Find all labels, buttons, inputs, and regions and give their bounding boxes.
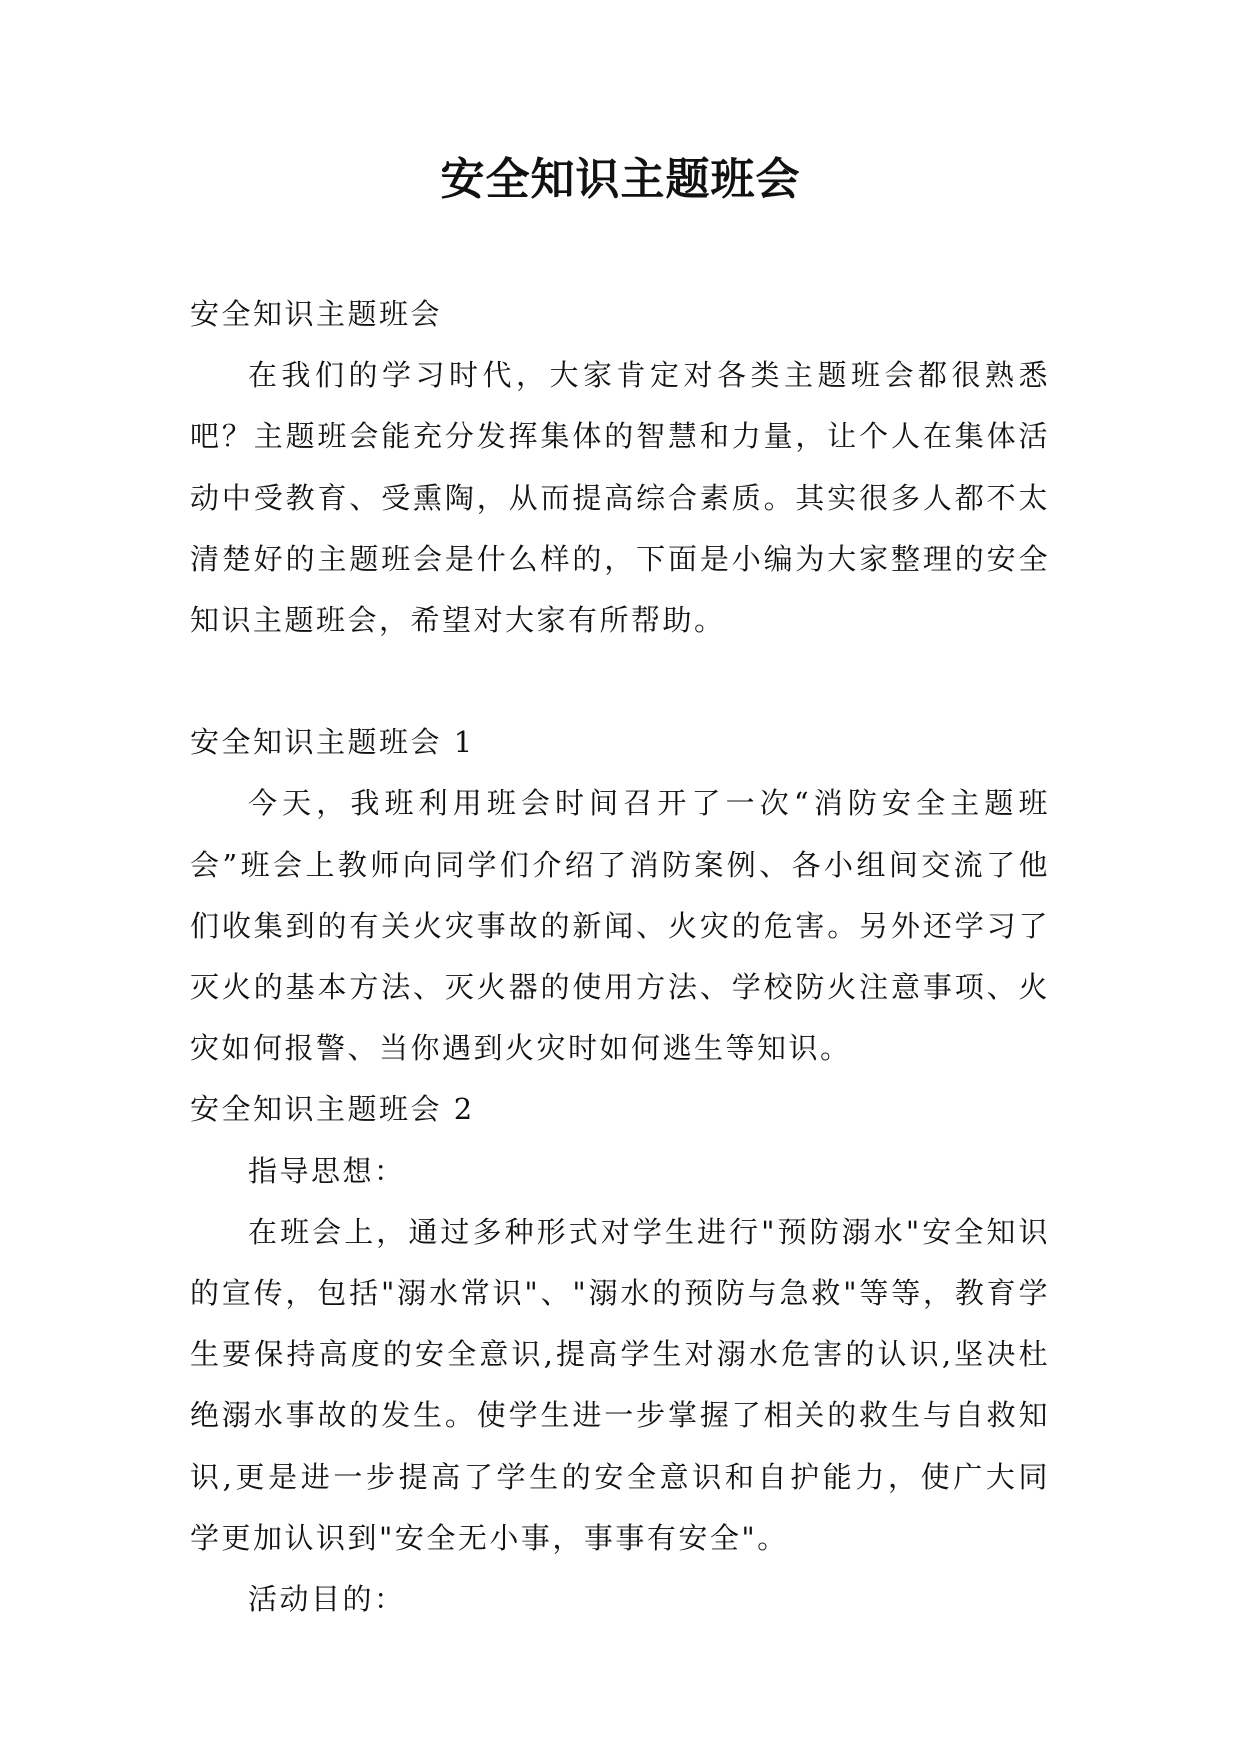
section-heading-2: 安全知识主题班会 2 [190, 1092, 475, 1127]
guiding-thought-label: 指导思想： [248, 1153, 406, 1188]
intro-paragraph: 在我们的学习时代，大家肯定对各类主题班会都很熟悉吧？主题班会能充分发挥集体的智慧和力量，让个人在集体活动中受教育、受熏陶，从而提高综合素质。其实很多人都不太清楚好的主题班会是什么样的，下面是小编为大家整理的安全知识主题班会，希望对大家有所帮助。 [190, 358, 1050, 638]
section-2-paragraph: 在班会上，通过多种形式对学生进行"预防溺水"安全知识的宣传，包括"溺水常识"、"溺水的预防与急救"等等，教育学生要保持高度的安全意识,提高学生对溺水危害的认识,坚决杜绝溺水事故的发生。使学生进一步掌握了相关的救生与自救知识,更是进一步提高了学生的安全意识和自护能力，使广大同学更加认识到"安全无小事，事事有安全"。 [190, 1214, 1050, 1555]
section-heading-intro: 安全知识主题班会 [190, 297, 443, 331]
document-title: 安全知识主题班会 [440, 154, 801, 205]
section-1-paragraph: 今天，我班利用班会时间召开了一次“消防安全主题班会”班会上教师向同学们介绍了消防案例、各小组间交流了他们收集到的有关火灾事故的新闻、火灾的危害。另外还学习了灭火的基本方法、灭火器的使用方法、学校防火注意事项、火灾如何报警、当你遇到火灾时如何逃生等知识。 [190, 786, 1050, 1066]
section-spacer [190, 651, 1050, 712]
document-body [190, 284, 1050, 1630]
section-heading-1: 安全知识主题班会 1 [190, 725, 475, 760]
activity-purpose-label: 活动目的： [248, 1582, 406, 1617]
